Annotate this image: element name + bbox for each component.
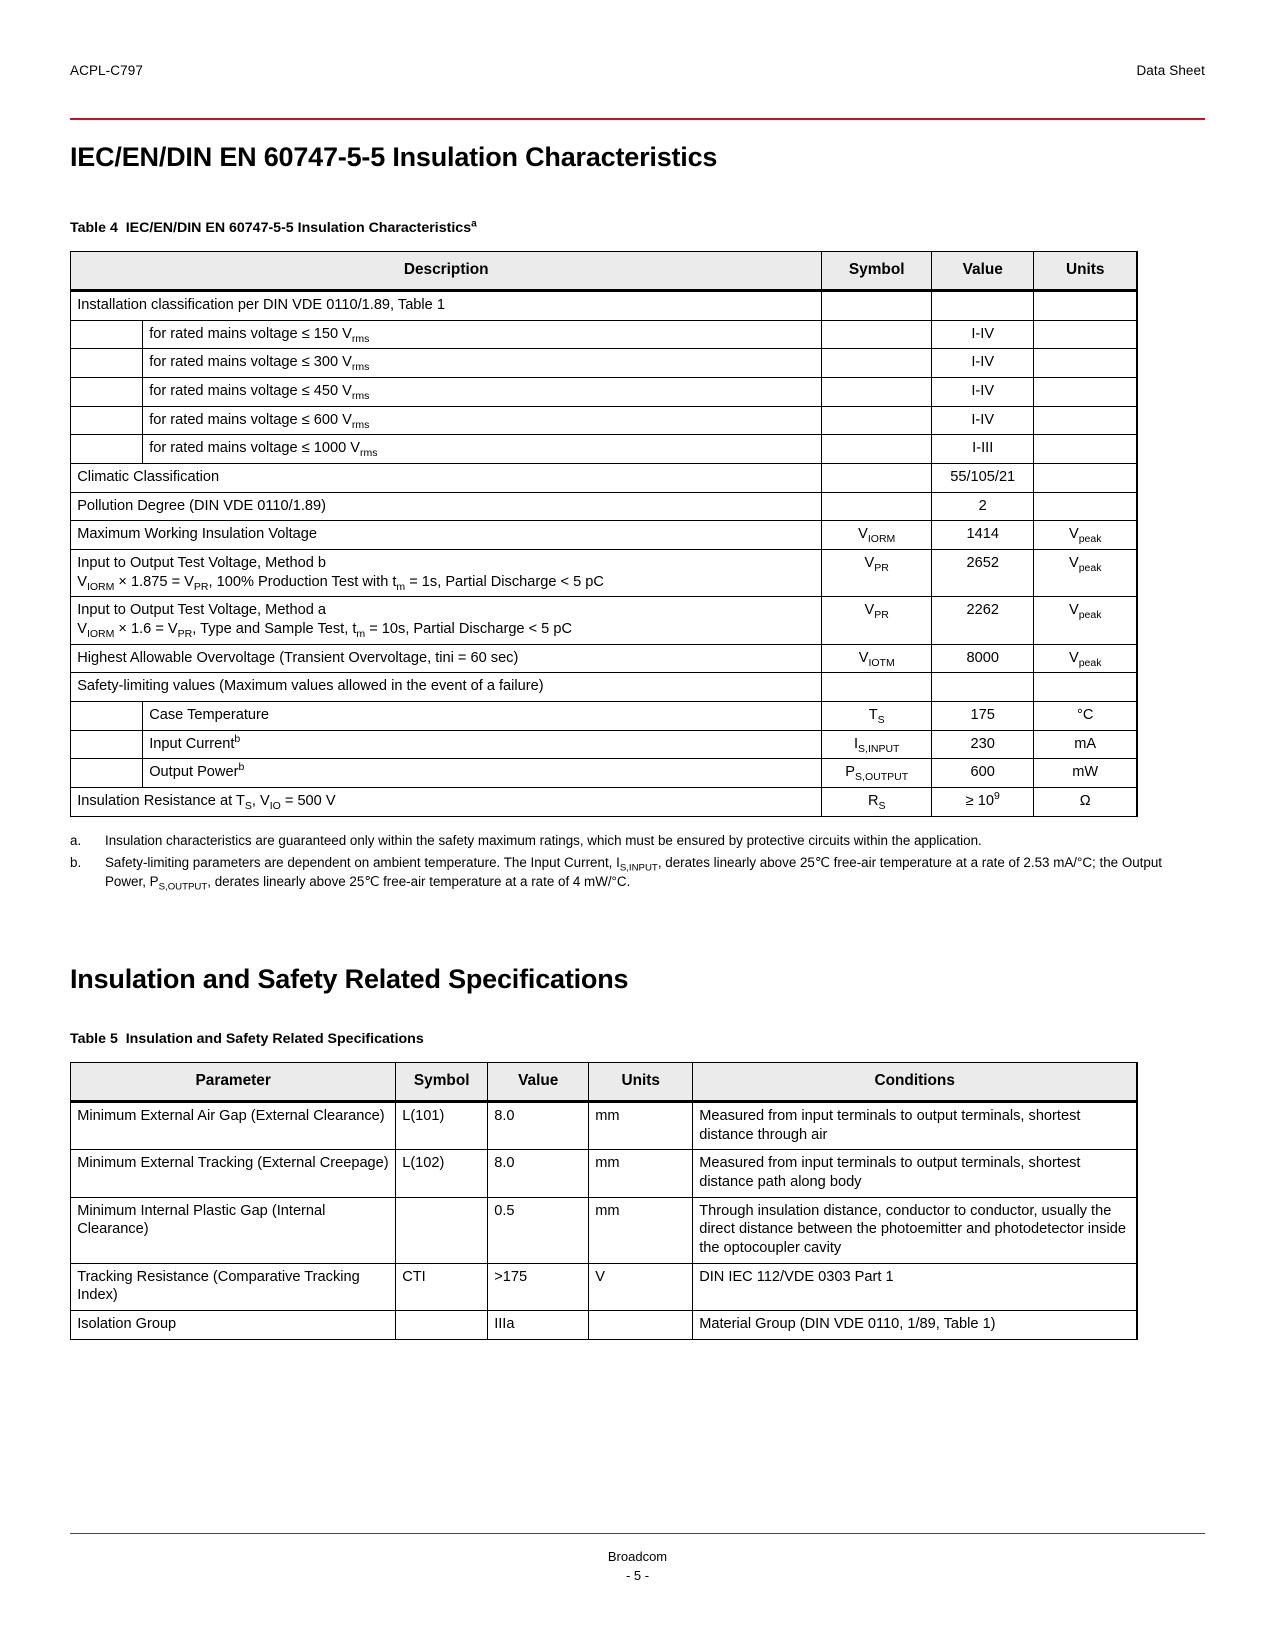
- cell-units: [1034, 550, 1137, 597]
- cell-units: [1034, 406, 1137, 435]
- symbol-main: I: [853, 735, 859, 752]
- cell-indent-spacer: [71, 349, 143, 378]
- table5-header-row: [71, 1063, 1137, 1102]
- cell-description: Climatic Classification: [71, 464, 822, 493]
- symbol-subscript: S,INPUT: [858, 742, 900, 755]
- cell-symbol: CTI: [396, 1263, 488, 1310]
- symbol-main: V: [858, 649, 869, 666]
- footnote-b-text: Safety-limiting parameters are dependent on ambient temperature. The Input Current, $I_{S,INPUT}$, derates linearly above 25℃ free-air temperature at a rate of 2.53 mA/°C; the Output Power, $P_{S,OUTPUT}$, derates linearly above 25℃ free-air temperature at a rate of 4 mW/°C.: [105, 855, 1163, 893]
- table-row: [71, 349, 1137, 378]
- desc-line-1: Input to Output Test Voltage, Method a: [77, 602, 327, 619]
- cell-value: I-IV: [932, 378, 1034, 407]
- table4-insulation-characteristics: [70, 251, 1137, 816]
- table5-col-parameter: Parameter: [71, 1063, 396, 1102]
- symbol-subscript: S: [878, 800, 886, 812]
- cell-parameter: Minimum External Air Gap (External Clearance): [71, 1102, 396, 1150]
- desc-subscript: rms: [351, 361, 370, 374]
- table5-body: [71, 1102, 1137, 1340]
- table5-insulation-safety-specs: [70, 1062, 1137, 1339]
- table-row: [71, 492, 1137, 521]
- cell-value: 8.0: [488, 1150, 589, 1197]
- table4-header-row: [71, 252, 1137, 291]
- units-subscript: peak: [1078, 656, 1102, 669]
- table5-col-conditions: Conditions: [693, 1063, 1137, 1102]
- table-row: [71, 1102, 1137, 1150]
- cell-units: [1034, 435, 1137, 464]
- units-subscript: peak: [1078, 561, 1102, 574]
- symbol-subscript: IOTM: [868, 656, 895, 669]
- header-part-number: ACPL-C797: [70, 63, 143, 78]
- cell-description: Case Temperature: [143, 702, 822, 731]
- units-main: V: [1068, 555, 1079, 572]
- cell-description: [143, 730, 822, 759]
- symbol-subscript: PR: [874, 609, 889, 622]
- units-main: V: [1068, 602, 1079, 619]
- cell-description: Maximum Working Insulation Voltage: [71, 521, 822, 550]
- table4-caption-footnote-mark: a: [471, 218, 477, 230]
- cell-description: Highest Allowable Overvoltage (Transient Overvoltage, tini = 60 sec): [71, 644, 822, 673]
- cell-indent-spacer: [71, 702, 143, 731]
- units-main: V: [1068, 649, 1079, 666]
- symbol-subscript: S,OUTPUT: [855, 771, 909, 784]
- cell-value: 8000: [932, 644, 1034, 673]
- symbol-main: V: [864, 555, 875, 572]
- cell-value: 2: [932, 492, 1034, 521]
- footnote-a: [70, 831, 1205, 850]
- cell-symbol: L(102): [396, 1150, 488, 1197]
- cell-value: ≥ $10^9$: [932, 788, 1034, 817]
- cell-symbol: [822, 673, 932, 702]
- units-subscript: peak: [1078, 533, 1102, 546]
- cell-value: I-IV: [932, 406, 1034, 435]
- table-row: [71, 406, 1137, 435]
- cell-units: [1034, 291, 1137, 321]
- cell-value: I-IV: [932, 320, 1034, 349]
- footnote-b: [70, 853, 1205, 891]
- desc-text: Output Power: [149, 764, 239, 781]
- cell-units: Ω: [1034, 788, 1137, 817]
- cell-description: Installation classification per DIN VDE 0110/1.89, Table 1: [71, 291, 822, 321]
- cell-description: [143, 378, 822, 407]
- table-row: [71, 1263, 1137, 1310]
- cell-value: I-IV: [932, 349, 1034, 378]
- table5-col-value: Value: [488, 1063, 589, 1102]
- desc-subscript: rms: [360, 447, 378, 460]
- symbol-subscript: IORM: [867, 533, 896, 546]
- cell-indent-spacer: [71, 378, 143, 407]
- table-row: [71, 788, 1137, 817]
- table5-wrapper: [70, 1062, 1138, 1340]
- cell-value: [932, 291, 1034, 321]
- desc-text: Input Current: [149, 735, 235, 752]
- cell-symbol: [822, 291, 932, 321]
- desc-line-1: Input to Output Test Voltage, Method b: [77, 555, 327, 572]
- cell-value: I-III: [932, 435, 1034, 464]
- units-subscript: peak: [1078, 609, 1102, 622]
- cell-conditions: DIN IEC 112/VDE 0303 Part 1: [693, 1263, 1137, 1310]
- cell-units: mm: [589, 1197, 693, 1263]
- cell-value: 55/105/21: [932, 464, 1034, 493]
- cell-description: Pollution Degree (DIN VDE 0110/1.89): [71, 492, 822, 521]
- cell-symbol: [822, 492, 932, 521]
- desc-text: for rated mains voltage ≤ 600 V: [149, 411, 352, 428]
- cell-conditions: Through insulation distance, conductor to conductor, usually the direct distance between the photoemitter and photodetector inside the optocoupler cavity: [693, 1197, 1137, 1263]
- cell-symbol: [822, 521, 932, 550]
- cell-conditions: Measured from input terminals to output terminals, shortest distance path along body: [693, 1150, 1137, 1197]
- cell-symbol: [822, 378, 932, 407]
- header-doc-type: Data Sheet: [1136, 63, 1205, 78]
- cell-units: [1034, 644, 1137, 673]
- section-heading-insulation-safety: Insulation and Safety Related Specifications: [70, 964, 629, 995]
- desc-text: for rated mains voltage ≤ 1000 V: [149, 440, 361, 457]
- cell-symbol: [822, 406, 932, 435]
- cell-units: [1034, 378, 1137, 407]
- cell-units: [1034, 673, 1137, 702]
- cell-value: 600: [932, 759, 1034, 788]
- table4-col-units: Units: [1034, 252, 1137, 291]
- table-row: [71, 673, 1137, 702]
- cell-symbol: [822, 597, 932, 644]
- desc-text: for rated mains voltage ≤ 150 V: [149, 325, 352, 342]
- cell-value: 2652: [932, 550, 1034, 597]
- footnote-a-text: Insulation characteristics are guaranteed only within the safety maximum ratings, which must be ensured by protective circuits within the application.: [105, 832, 982, 848]
- cell-units: mm: [589, 1150, 693, 1197]
- cell-description: [71, 550, 822, 597]
- cell-indent-spacer: [71, 406, 143, 435]
- cell-symbol: [822, 702, 932, 731]
- desc-text: for rated mains voltage ≤ 300 V: [149, 354, 352, 371]
- header-red-rule: [70, 118, 1205, 120]
- cell-symbol: [822, 644, 932, 673]
- table-row: [71, 759, 1137, 788]
- cell-symbol: [822, 730, 932, 759]
- table-row: [71, 597, 1137, 644]
- cell-indent-spacer: [71, 759, 143, 788]
- table4-wrapper: [70, 251, 1138, 817]
- symbol-subscript: PR: [874, 561, 889, 574]
- units-main: V: [1068, 526, 1079, 543]
- cell-value: >175: [488, 1263, 589, 1310]
- cell-units: mW: [1034, 759, 1137, 788]
- cell-parameter: Tracking Resistance (Comparative Tracking Index): [71, 1263, 396, 1310]
- symbol-main: P: [845, 764, 856, 781]
- desc-text: for rated mains voltage ≤ 450 V: [149, 383, 352, 400]
- table-row: [71, 435, 1137, 464]
- cell-symbol: [822, 320, 932, 349]
- symbol-main: R: [867, 793, 879, 810]
- symbol-subscript: S: [877, 713, 885, 726]
- table4-caption-prefix: Table 4: [70, 220, 118, 237]
- desc-line-2: $V_{IORM} \times 1.6 = V_{PR}$, Type and Sample Test, $t_m = 10s$, Partial Discharge < 5 pC: [77, 621, 573, 640]
- footer-page-number: - 5 -: [625, 1568, 650, 1584]
- cell-description: [143, 406, 822, 435]
- cell-units: [1034, 464, 1137, 493]
- table-row: [71, 550, 1137, 597]
- cell-symbol: [822, 464, 932, 493]
- cell-units: V: [589, 1263, 693, 1310]
- cell-symbol: [396, 1311, 488, 1340]
- cell-units: [1034, 320, 1137, 349]
- cell-conditions: Material Group (DIN VDE 0110, 1/89, Table 1): [693, 1311, 1137, 1340]
- desc-footnote-mark: b: [238, 761, 245, 774]
- cell-units: mm: [589, 1102, 693, 1150]
- cell-parameter: Minimum Internal Plastic Gap (Internal Clearance): [71, 1197, 396, 1263]
- symbol-main: T: [868, 707, 878, 724]
- footnote-a-mark: a.: [70, 832, 82, 848]
- footer-red-rule: [70, 1533, 1205, 1534]
- cell-units: [589, 1311, 693, 1340]
- table4-col-symbol: Symbol: [822, 252, 932, 291]
- cell-conditions: Measured from input terminals to output terminals, shortest distance through air: [693, 1102, 1137, 1150]
- running-header: [70, 0, 1205, 78]
- cell-description: [143, 435, 822, 464]
- cell-symbol: [822, 435, 932, 464]
- section-heading-insulation-characteristics: IEC/EN/DIN EN 60747-5-5 Insulation Characteristics: [70, 142, 718, 172]
- desc-subscript: rms: [351, 389, 370, 402]
- cell-value: [932, 673, 1034, 702]
- table4-col-description: Description: [71, 252, 822, 291]
- table4-footnotes: [70, 831, 1205, 891]
- cell-value: 230: [932, 730, 1034, 759]
- cell-value: IIIa: [488, 1311, 589, 1340]
- table-row: [71, 378, 1137, 407]
- cell-indent-spacer: [71, 320, 143, 349]
- symbol-main: V: [858, 526, 868, 543]
- cell-description: Safety-limiting values (Maximum values allowed in the event of a failure): [71, 673, 822, 702]
- cell-value: 0.5: [488, 1197, 589, 1263]
- cell-symbol: [822, 788, 932, 817]
- cell-symbol: [822, 550, 932, 597]
- cell-indent-spacer: [71, 435, 143, 464]
- cell-units: °C: [1034, 702, 1137, 731]
- cell-description: Insulation Resistance at $T_S$, $V_{IO} = 500$ V: [71, 788, 822, 817]
- table5-caption-text: Insulation and Safety Related Specifications: [125, 1031, 424, 1048]
- table-row: [71, 644, 1137, 673]
- table5-caption-prefix: Table 5: [70, 1031, 118, 1048]
- cell-parameter: Isolation Group: [71, 1311, 396, 1340]
- footer-company: Broadcom: [607, 1549, 668, 1565]
- cell-symbol: [822, 349, 932, 378]
- cell-units: mA: [1034, 730, 1137, 759]
- cell-description: [143, 320, 822, 349]
- cell-units: [1034, 597, 1137, 644]
- cell-value: 8.0: [488, 1102, 589, 1150]
- cell-units: [1034, 349, 1137, 378]
- table-row: [71, 1311, 1137, 1340]
- table4-caption: [70, 220, 1205, 237]
- cell-description: [143, 759, 822, 788]
- cell-parameter: Minimum External Tracking (External Creepage): [71, 1150, 396, 1197]
- cell-description: [71, 597, 822, 644]
- table5-col-units: Units: [589, 1063, 693, 1102]
- table-row: [71, 291, 1137, 321]
- footnote-b-mark: b.: [70, 855, 82, 870]
- table5-caption: [70, 1031, 1205, 1048]
- cell-indent-spacer: [71, 730, 143, 759]
- table-row: [71, 464, 1137, 493]
- cell-description: [143, 349, 822, 378]
- table4-caption-text: IEC/EN/DIN EN 60747-5-5 Insulation Characteristics: [125, 220, 472, 237]
- desc-line-2: $V_{IORM} \times 1.875 = V_{PR}$, 100% Production Test with $t_m = 1s$, Partial Discharge < 5 pC: [77, 573, 604, 593]
- table4-col-value: Value: [932, 252, 1034, 291]
- table4-body: [71, 291, 1137, 817]
- cell-units: [1034, 492, 1137, 521]
- table-row: [71, 702, 1137, 731]
- page-footer: [0, 1533, 1275, 1586]
- cell-value: 2262: [932, 597, 1034, 644]
- table-row: [71, 730, 1137, 759]
- symbol-main: V: [864, 602, 875, 619]
- desc-subscript: rms: [351, 418, 370, 431]
- table5-col-symbol: Symbol: [396, 1063, 488, 1102]
- cell-symbol: [822, 759, 932, 788]
- cell-value: 175: [932, 702, 1034, 731]
- table-row: [71, 1150, 1137, 1197]
- cell-symbol: [396, 1197, 488, 1263]
- desc-subscript: rms: [351, 332, 370, 345]
- desc-footnote-mark: b: [234, 732, 241, 745]
- cell-units: [1034, 521, 1137, 550]
- table-row: [71, 320, 1137, 349]
- cell-value: 1414: [932, 521, 1034, 550]
- table-row: [71, 521, 1137, 550]
- table-row: [71, 1197, 1137, 1263]
- cell-symbol: L(101): [396, 1102, 488, 1150]
